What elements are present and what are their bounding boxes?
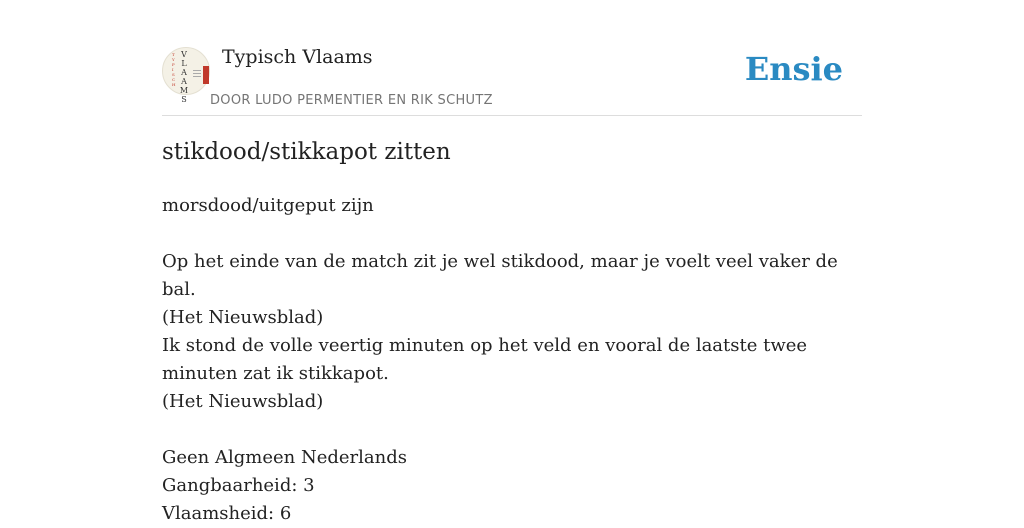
ensie-brand-link[interactable]: Ensie (744, 50, 843, 88)
logo-red-text: T Y P I S C H (172, 52, 176, 87)
example-sentence-1: Op het einde van de match zit je wel stikdood, maar je voelt veel vaker de bal. (162, 251, 838, 300)
example-source-1: (Het Nieuwsblad) (162, 307, 324, 328)
logo-letters: V L A A M S (179, 50, 189, 104)
example-sentence-2: Ik stond de volle veertig minuten op het veld en vooral de laatste twee minuten zat ik stikkapot. (162, 335, 808, 384)
example-source-2: (Het Nieuwsblad) (162, 391, 324, 412)
spacer (162, 416, 862, 444)
publication-logo-icon[interactable] (162, 47, 210, 104)
language-status: Geen Algmeen Nederlands (162, 447, 407, 468)
publication-name[interactable]: Typisch Vlaams (222, 46, 373, 68)
entry-definition: morsdood/uitgeput zijn (162, 195, 374, 216)
header (162, 0, 862, 116)
entry-body (162, 192, 862, 528)
page-container (162, 0, 862, 524)
logo-red-stripe (203, 66, 209, 84)
spacer (162, 220, 862, 248)
frequency-rating: Gangbaarheid: 3 (162, 475, 315, 496)
flemishness-rating: Vlaamsheid: 6 (162, 503, 292, 524)
byline: DOOR LUDO PERMENTIER EN RIK SCHUTZ (210, 93, 493, 108)
entry-title: stikdood/stikkapot zitten (162, 139, 451, 165)
logo-lines (193, 70, 201, 79)
